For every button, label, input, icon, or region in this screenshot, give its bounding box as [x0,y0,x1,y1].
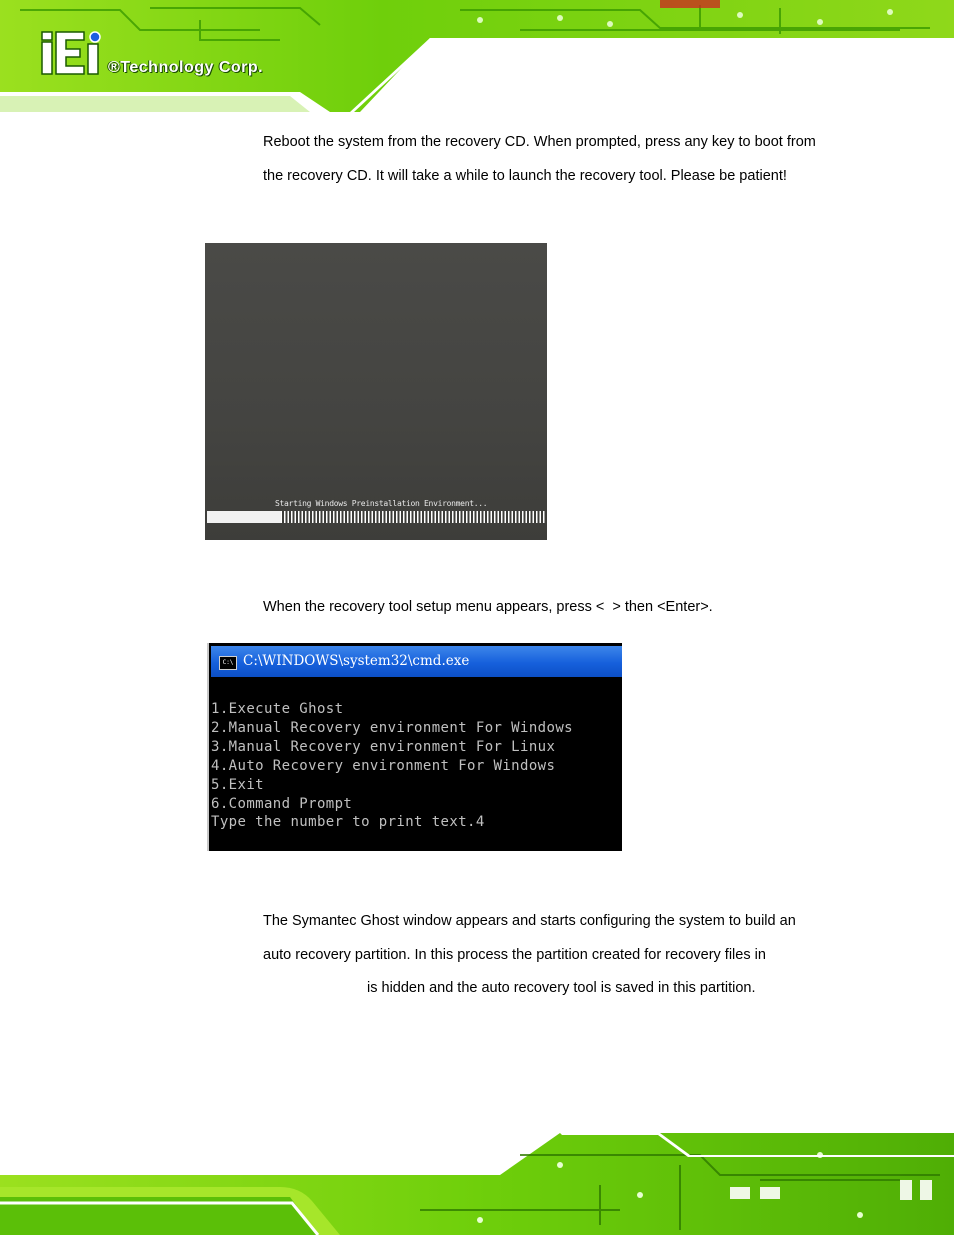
boot-progress-bar [207,511,545,523]
ghost-text-in: in [754,946,766,963]
instruction-text-after: > then <Enter>. [612,599,713,615]
cmd-menu-line: 5.Exit [211,776,264,793]
paragraph-ghost [263,905,823,1006]
cmd-window-image [207,643,622,851]
cmd-menu-line: 4.Auto Recovery environment For Windows [211,757,556,774]
ghost-text-part1: The Symantec Ghost window appears and starts configuring the system to build an auto recovery partition. In this process the partition created for recovery files [263,913,796,963]
cmd-menu-line: 2.Manual Recovery environment For Windows [211,719,573,736]
iei-logo-mark [40,30,106,76]
header-banner [0,0,954,112]
cmd-menu-line: 3.Manual Recovery environment For Linux [211,738,556,755]
cmd-window-title: C:\WINDOWS\system32\cmd.exe [243,653,470,669]
brand-text: ®Technology Corp. [108,59,264,76]
boot-status-text: Starting Windows Preinstallation Environment... [275,499,488,508]
ghost-text-part2: is hidden and the auto recovery tool is saved in this partition. [367,980,756,996]
cmd-icon: C:\ [219,656,237,670]
cmd-prompt-line: Type the number to print text.4 [211,814,485,831]
cmd-titlebar [211,646,622,677]
pcb-footer-graphic [0,1125,954,1235]
boot-screen-image [205,243,547,540]
paragraph-reboot: Reboot the system from the recovery CD. When prompted, press any key to boot from the recovery CD. It will take a while to launch the recovery tool. Please be patient! [263,134,816,184]
boot-progress-fill [207,511,281,523]
footer-banner [0,1125,954,1235]
paragraph-menu-instruction [263,591,823,625]
cmd-menu-line: 1.Execute Ghost [211,701,344,717]
cmd-output [211,700,573,832]
cmd-menu-line: 6.Command Prompt [211,795,353,812]
instruction-text-before: When the recovery tool setup menu appears, press < [263,599,605,615]
pcb-header-graphic [0,0,954,112]
